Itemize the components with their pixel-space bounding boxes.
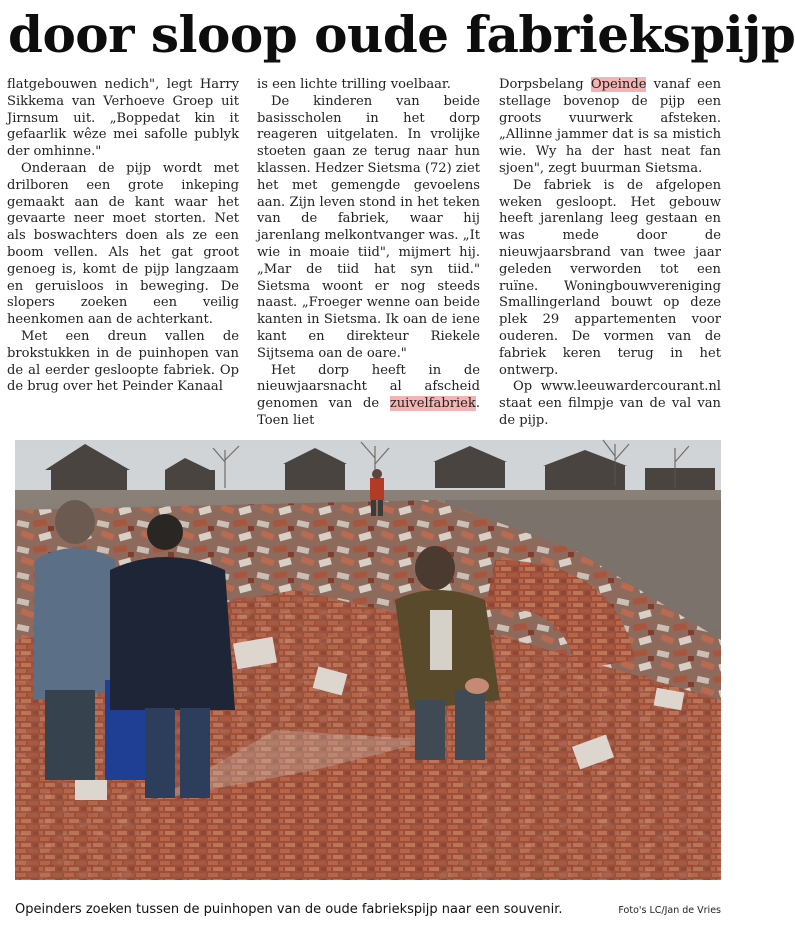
- paragraph: Onderaan de pijp wordt met drilboren een grote inkeping gemaakt aan de kant waar het gevaarte neer moet storten. Net als boswachters doen als ze een boom vellen. Als het gat groot genoeg is, komt de pijp langzaam en geruisloos in beweging. De slopers zoeken een veilig heenkomen aan de achterkant.: [7, 160, 239, 328]
- paragraph: flatgebouwen nedich", legt Harry Sikkema van Verhoeve Groep uit Jirnsum uit. „Boppedat kin it gefaarlik wêze mei safolle publyk der omhinne.": [7, 77, 239, 160]
- rubble-photo-illustration: [15, 440, 721, 880]
- paragraph-text: van de: [328, 396, 390, 412]
- paragraph-text: vanaf een stellage bovenop de pijp een groots vuurwerk afsteken. „Allinne jammer dat is sa mistich wie. Wy ha der hast neat fan sjoen", zegt buurman Sietsma.: [499, 77, 722, 176]
- article-column-1: [7, 77, 239, 413]
- highlighted-word: zuivelfabriek: [389, 396, 476, 412]
- paragraph: Op www.leeuwardercourant.nl staat een filmpje van de val van de pijp.: [499, 379, 721, 428]
- highlighted-word: Opeinde: [590, 77, 647, 92]
- paragraph: [257, 363, 480, 430]
- paragraph: De kinderen van beide basisscholen in het dorp reageren uitgelaten. In vrolijke stoeten gaan ze terug naar hun klassen. Hedzer Sietsma (72) ziet het met gemengde gevoelens aan. Zijn leven stond in het teken van de fabriek, waar hij jarenlang melkontvanger was. „It wie in moaie tiid", mijmert hij. „Mar de tiid hat syn tiid." Sietsma woont er nog steeds naast. „Froeger wenne oan beide kanten in Sietsma. Ik oan de iene kant en direkteur Riekele Sijtsema oan de oare.": [257, 93, 480, 361]
- article-column-2: [257, 77, 481, 428]
- caption-text: Opeinders zoeken tussen de puinhopen van de oude fabriekspijp naar een souvenir.: [15, 902, 563, 917]
- photo-credit: Foto's LC/Jan de Vries: [618, 905, 721, 916]
- headline: door sloop oude fabriekspijp: [8, 5, 795, 64]
- photo-caption: [15, 900, 721, 922]
- paragraph: Met een dreun vallen de brokstukken in de puinhopen van de al eerder gesloopte fabriek. Op de brug over het Peinder Kanaal: [7, 328, 239, 395]
- paragraph-text: . Toen liet: [257, 396, 481, 428]
- news-photo: [15, 440, 721, 880]
- paragraph: [499, 77, 721, 178]
- paragraph: De fabriek is de afgelopen weken gesloopt. Het gebouw heeft jarenlang leeg gestaan en was mede door de nieuwjaarsbrand van twee jaar geleden verworden tot een ruïne. Woningbouwvereniging Smallingerland bouwt op deze plek 29 appartementen voor ouderen. De vormen van de fabriek keren terug in het ontwerp.: [499, 177, 721, 378]
- paragraph: is een lichte trilling voelbaar.: [257, 77, 451, 92]
- article-column-3: [499, 77, 722, 428]
- paragraph-text: Het dorp heeft in de nieuwjaarsnacht al afscheid genomen: [257, 362, 480, 412]
- paragraph-text: Dorpsbelang: [499, 77, 591, 92]
